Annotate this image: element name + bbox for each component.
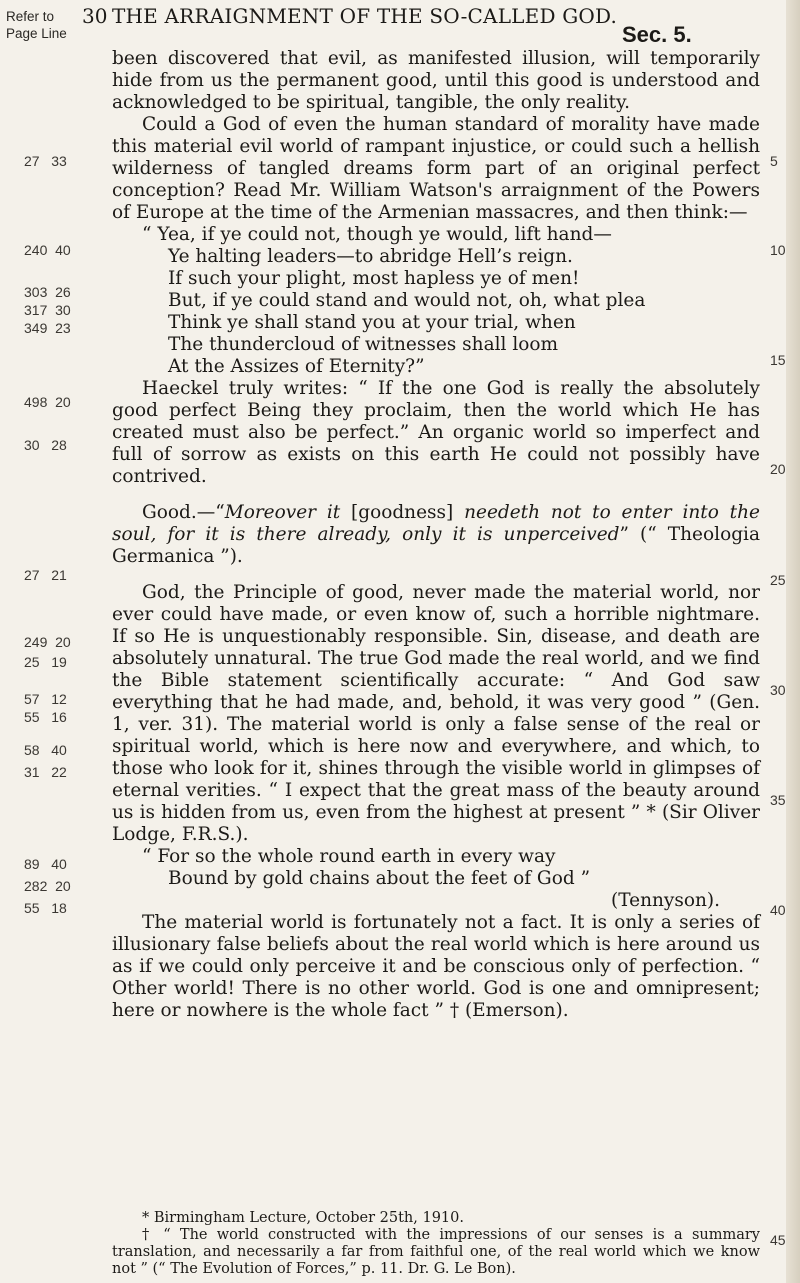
good-label: Good.—“	[142, 502, 225, 523]
footnote: † “ The world constructed with the impressions of our senses is a summary translation, and necessarily a far from faithful one, of the real world which we know not ” (“ The Evolution of Forces,” p. 11. Dr. G. Le Bon).	[112, 1227, 760, 1277]
paragraph: been discovered that evil, as manifested illusion, will temporarily hide from us the permanent good, until this good is understood and acknowledged to be spiritual, tangible, the only reality.	[112, 48, 760, 113]
margin-ref: 55 18	[24, 900, 67, 916]
line-number: 35	[770, 792, 786, 808]
margin-ref: 25 19	[24, 654, 67, 670]
line-number: 40	[770, 902, 786, 918]
margin-ref: 249 20	[24, 634, 71, 650]
margin-ref: 349 23	[24, 320, 71, 336]
margin-ref: 58 40	[24, 742, 67, 758]
margin-ref: 498 20	[24, 394, 71, 410]
paragraph: Haeckel truly writes: “ If the one God is really the absolutely good perfect Being they proclaim, then the world which He has created must also be perfect.” An organic world so imperfect and full of sorrow as exists on this earth He could not possibly have contrived.	[112, 378, 760, 487]
paragraph: The material world is fortunately not a fact. It is only a series of illusionary false beliefs about the real world which is here around us as if we could only perceive it and be conscious only of perfection. “ Other world! There is no other world. God is one and omnipresent; here or nowhere is the whole fact ” † (Emerson).	[112, 912, 760, 1021]
line-number: 15	[770, 352, 786, 368]
margin-ref: 282 20	[24, 878, 71, 894]
footnotes	[112, 1210, 760, 1278]
margin-ref: 317 30	[24, 302, 71, 318]
verse-line: But, if ye could stand and would not, oh, what plea	[168, 290, 646, 311]
footnote: * Birmingham Lecture, October 25th, 1910.	[142, 1210, 464, 1226]
good-paragraph	[112, 502, 760, 568]
margin-ref: 27 21	[24, 567, 67, 583]
good-tail: ” (“ Theologia Germanica ”).	[112, 524, 760, 567]
good-italic: Moreover it	[224, 502, 341, 523]
line-number: 10	[770, 242, 786, 258]
verse-line: “ Yea, if ye could not, though ye would, lift hand—	[142, 224, 612, 245]
section-label: Sec. 5.	[622, 22, 692, 47]
paragraph: Could a God of even the human standard of morality have made this material evil world of rampant injustice, or could such a hellish wilderness of tangled dreams form part of an original perfect conception? Read Mr. William Watson's arraignment of the Powers of Europe at the time of the Armenian massacres, and then think:—	[112, 114, 760, 223]
verse-line: Think ye shall stand you at your trial, when	[168, 312, 576, 333]
verse-line: The thundercloud of witnesses shall loom	[168, 334, 559, 355]
good-bracket: [goodness]	[340, 502, 465, 523]
verse-line: “ For so the whole round earth in every way	[142, 846, 556, 867]
running-title: THE ARRAIGNMENT OF THE SO-CALLED GOD.	[112, 4, 618, 28]
margin-ref: 240 40	[24, 242, 71, 258]
verse-line: Ye halting leaders—to abridge Hell’s reign.	[168, 246, 573, 267]
line-number: 20	[770, 461, 786, 477]
margin-ref: 27 33	[24, 153, 67, 169]
margin-ref: 30 28	[24, 437, 67, 453]
main-text	[112, 48, 760, 1022]
page-edge	[786, 0, 800, 1283]
verse-line: At the Assizes of Eternity?”	[168, 356, 425, 377]
paragraph: God, the Principle of good, never made the material world, nor ever could have made, or even know of, such a horrible nightmare. If so He is unquestionably responsible. Sin, disease, and death are absolutely unnatural. The true God made the real world, and we find the Bible statement scientifically accurate: “ And God saw everything that he had made, and, behold, it was very good ” (Gen. 1, ver. 31). The material world is only a false sense of the real or spiritual world, which is here now and everywhere, and which, to those who look for it, shines through the visible world in glimpses of eternal verities. “ I expect that the great mass of the beauty around us is hidden from us, even from the highest at present ” * (Sir Oliver Lodge, F.R.S.).	[112, 582, 760, 845]
verse-line: Bound by gold chains about the feet of God ”	[168, 868, 591, 889]
page-number: 30	[82, 4, 108, 28]
verse-line: If such your plight, most hapless ye of men!	[168, 268, 580, 289]
refer-to-heading	[6, 8, 70, 42]
good-italic: needeth not to enter into the soul, for it is there already, only it is unperceived	[112, 502, 760, 545]
line-number: 25	[770, 572, 786, 588]
line-number: 30	[770, 682, 786, 698]
margin-ref: 57 12	[24, 691, 67, 707]
margin-ref: 89 40	[24, 856, 67, 872]
margin-ref: 55 16	[24, 709, 67, 725]
line-number: 45	[770, 1232, 786, 1248]
verse-citation: (Tennyson).	[611, 890, 720, 911]
margin-ref: 31 22	[24, 764, 67, 780]
margin-ref: 303 26	[24, 284, 71, 300]
refer-to-label: Refer to	[6, 9, 55, 24]
page-line-label: Page Line	[6, 26, 67, 41]
line-number: 5	[770, 153, 778, 169]
